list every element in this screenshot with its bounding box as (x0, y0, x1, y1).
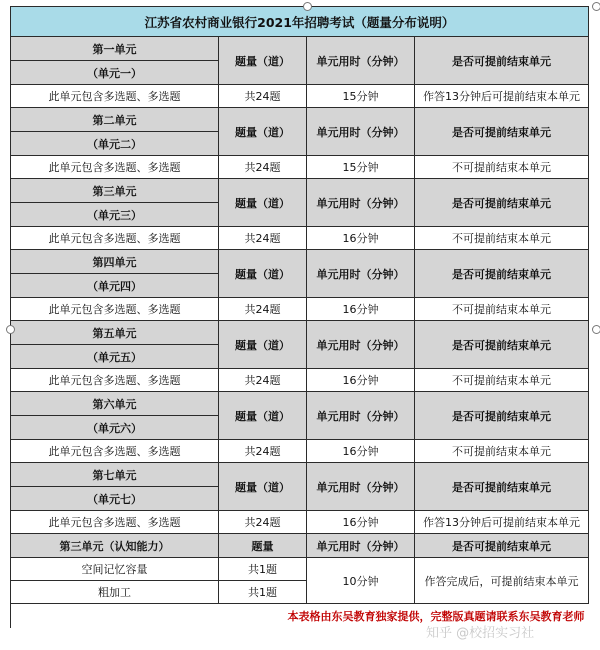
unit-name: 第五单元 (11, 321, 219, 345)
unit-subtitle: （单元二） (11, 132, 219, 156)
unit-description: 此单元包含多选题、多选题 (11, 369, 219, 392)
unit-time: 15分钟 (307, 156, 415, 179)
time-header: 单元用时（分钟） (307, 321, 415, 369)
unit-early-finish: 不可提前结束本单元 (415, 227, 589, 250)
unit-early-finish: 作答13分钟后可提前结束本单元 (415, 511, 589, 534)
unit-header-row (11, 108, 589, 132)
unit-count: 共24题 (219, 156, 307, 179)
unit-early-finish: 不可提前结束本单元 (415, 369, 589, 392)
unit-time: 16分钟 (307, 511, 415, 534)
unit-time: 15分钟 (307, 85, 415, 108)
unit-count: 共24题 (219, 227, 307, 250)
early-header: 是否可提前结束单元 (415, 463, 589, 511)
early-header: 是否可提前结束单元 (415, 37, 589, 85)
count-header: 题量（道） (219, 250, 307, 298)
unit-header-row (11, 321, 589, 345)
count-header: 题量（道） (219, 463, 307, 511)
unit-count: 共24题 (219, 440, 307, 463)
cognitive-item-row (11, 558, 589, 581)
unit-name: 第一单元 (11, 37, 219, 61)
cognitive-item-count: 共1题 (219, 581, 307, 604)
early-header: 是否可提前结束单元 (415, 250, 589, 298)
unit-header-row (11, 37, 589, 61)
unit-count: 共24题 (219, 85, 307, 108)
early-header: 是否可提前结束单元 (415, 392, 589, 440)
unit-subtitle: （单元五） (11, 345, 219, 369)
resize-handle-left[interactable] (6, 325, 15, 334)
unit-data-row (11, 440, 589, 463)
unit-name: 第四单元 (11, 250, 219, 274)
time-header: 单元用时（分钟） (307, 37, 415, 85)
unit-name: 第二单元 (11, 108, 219, 132)
cognitive-early-header: 是否可提前结束单元 (415, 534, 589, 558)
time-header: 单元用时（分钟） (307, 179, 415, 227)
cognitive-item-name: 空间记忆容量 (11, 558, 219, 581)
unit-name: 第三单元 (11, 179, 219, 203)
unit-subtitle: （单元三） (11, 203, 219, 227)
cognitive-time: 10分钟 (307, 558, 415, 604)
unit-time: 16分钟 (307, 440, 415, 463)
unit-data-row (11, 227, 589, 250)
unit-description: 此单元包含多选题、多选题 (11, 227, 219, 250)
watermark: 知乎 @校招实习社 (426, 626, 535, 641)
early-header: 是否可提前结束单元 (415, 179, 589, 227)
count-header: 题量（道） (219, 321, 307, 369)
time-header: 单元用时（分钟） (307, 392, 415, 440)
unit-data-row (11, 85, 589, 108)
unit-data-row (11, 511, 589, 534)
unit-count: 共24题 (219, 511, 307, 534)
unit-name: 第七单元 (11, 463, 219, 487)
unit-early-finish: 不可提前结束本单元 (415, 156, 589, 179)
unit-subtitle: （单元四） (11, 274, 219, 298)
unit-early-finish: 不可提前结束本单元 (415, 440, 589, 463)
early-header: 是否可提前结束单元 (415, 108, 589, 156)
time-header: 单元用时（分钟） (307, 250, 415, 298)
unit-time: 16分钟 (307, 369, 415, 392)
early-header: 是否可提前结束单元 (415, 321, 589, 369)
count-header: 题量（道） (219, 37, 307, 85)
unit-subtitle: （单元一） (11, 61, 219, 85)
exam-distribution-sheet (10, 6, 588, 628)
unit-description: 此单元包含多选题、多选题 (11, 85, 219, 108)
title-row (11, 7, 589, 37)
unit-header-row (11, 392, 589, 416)
unit-header-row (11, 463, 589, 487)
unit-data-row (11, 298, 589, 321)
cognitive-time-header: 单元用时（分钟） (307, 534, 415, 558)
unit-description: 此单元包含多选题、多选题 (11, 511, 219, 534)
unit-name: 第六单元 (11, 392, 219, 416)
cognitive-item-name: 粗加工 (11, 581, 219, 604)
unit-early-finish: 不可提前结束本单元 (415, 298, 589, 321)
resize-handle-right[interactable] (592, 325, 600, 334)
time-header: 单元用时（分钟） (307, 108, 415, 156)
cognitive-count-header: 题量 (219, 534, 307, 558)
cognitive-unit-name: 第三单元（认知能力） (11, 534, 219, 558)
unit-count: 共24题 (219, 369, 307, 392)
unit-count: 共24题 (219, 298, 307, 321)
unit-subtitle: （单元六） (11, 416, 219, 440)
unit-data-row (11, 156, 589, 179)
unit-header-row (11, 179, 589, 203)
resize-handle-top[interactable] (303, 2, 312, 11)
unit-description: 此单元包含多选题、多选题 (11, 298, 219, 321)
footer-note: 本表格由东吴教育独家提供，完整版真题请联系东吴教育老师 (11, 604, 589, 629)
unit-header-row (11, 250, 589, 274)
table-title: 江苏省农村商业银行2021年招聘考试（题量分布说明） (11, 7, 589, 37)
unit-data-row (11, 369, 589, 392)
count-header: 题量（道） (219, 179, 307, 227)
resize-handle-top-right[interactable] (592, 2, 600, 11)
time-header: 单元用时（分钟） (307, 463, 415, 511)
cognitive-item-count: 共1题 (219, 558, 307, 581)
exam-distribution-table (10, 6, 589, 628)
table-body (11, 7, 589, 629)
unit-early-finish: 作答13分钟后可提前结束本单元 (415, 85, 589, 108)
count-header: 题量（道） (219, 108, 307, 156)
count-header: 题量（道） (219, 392, 307, 440)
unit-description: 此单元包含多选题、多选题 (11, 440, 219, 463)
unit-subtitle: （单元七） (11, 487, 219, 511)
unit-description: 此单元包含多选题、多选题 (11, 156, 219, 179)
unit-time: 16分钟 (307, 298, 415, 321)
cognitive-early-finish: 作答完成后，可提前结束本单元 (415, 558, 589, 604)
cognitive-header-row (11, 534, 589, 558)
unit-time: 16分钟 (307, 227, 415, 250)
